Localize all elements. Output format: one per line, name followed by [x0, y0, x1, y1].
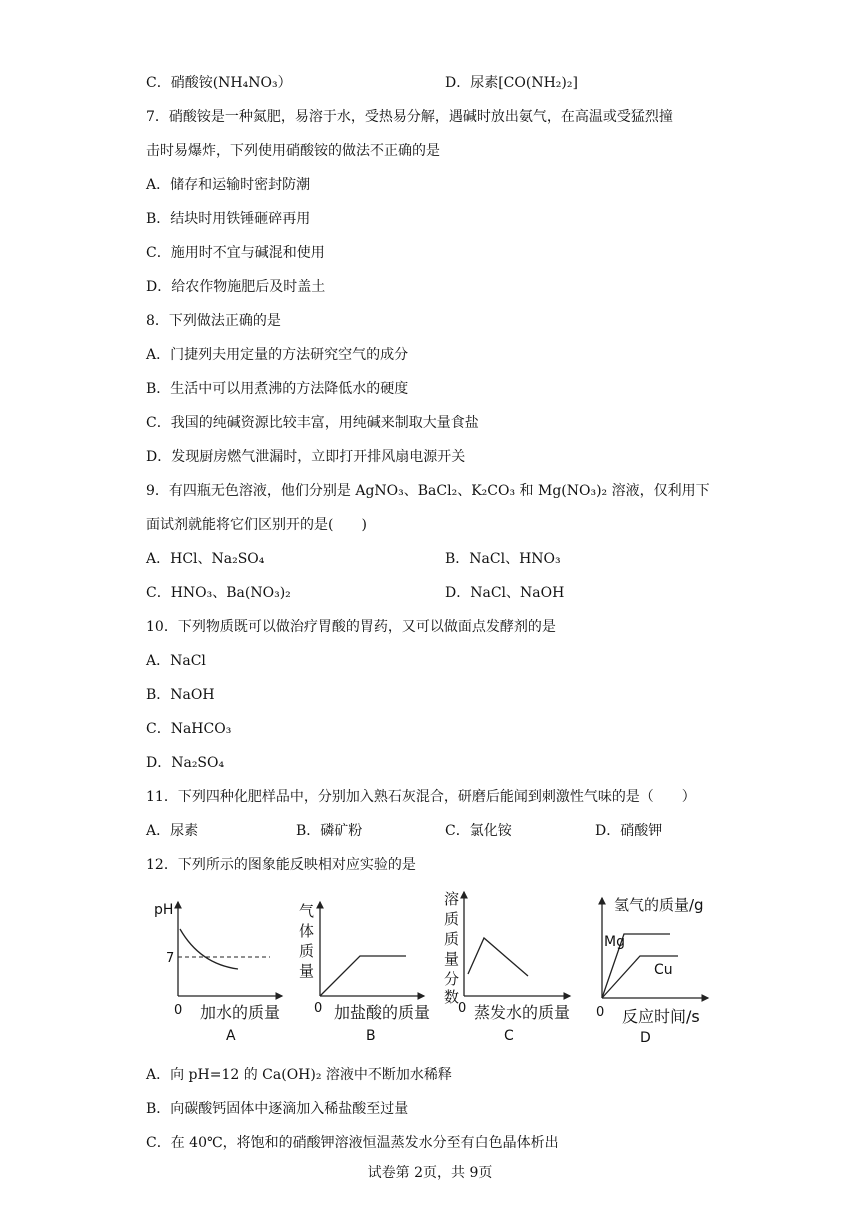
graph-b	[299, 902, 430, 1044]
q10-option-c: C．NaHCO₃	[146, 721, 232, 737]
graph-d-ylabel: 氢气的质量/g	[614, 896, 704, 914]
q8-stem: 8．下列做法正确的是	[146, 313, 281, 329]
graph-d-letter: D	[640, 1030, 651, 1046]
q8-option-c: C．我国的纯碱资源比较丰富，用纯碱来制取大量食盐	[146, 415, 479, 431]
graph-a-xlabel: 加水的质量	[200, 1003, 281, 1022]
q7-option-d: D．给农作物施肥后及时盖土	[146, 279, 326, 295]
graph-c-origin: 0	[458, 1001, 467, 1016]
q8-option-d: D．发现厨房燃气泄漏时，立即打开排风扇电源开关	[146, 449, 466, 465]
q7-option-a: A．储存和运输时密封防潮	[146, 177, 311, 193]
q11-option-a: A．尿素	[146, 823, 199, 839]
q7-option-c: C．施用时不宜与碱混和使用	[146, 245, 325, 261]
graph-a-ylabel: pH	[154, 902, 174, 918]
q12-option-a: A．向 pH=12 的 Ca(OH)₂ 溶液中不断加水稀释	[146, 1067, 452, 1083]
graph-b-letter: B	[366, 1028, 376, 1044]
graph-b-ylabel-1: 气	[299, 902, 315, 920]
q6-option-d: D．尿素[CO(NH₂)₂]	[445, 75, 578, 91]
page-footer: 试卷第 2页，共 9页	[367, 1165, 493, 1181]
q12-stem: 12．下列所示的图象能反映相对应实验的是	[146, 857, 416, 873]
graph-d-xlabel: 反应时间/s	[622, 1007, 700, 1026]
q10-option-a: A．NaCl	[146, 653, 206, 669]
graph-c-ylabel-3: 质	[444, 930, 460, 948]
q8-option-b: B．生活中可以用煮沸的方法降低水的硬度	[146, 381, 409, 397]
q7-option-b: B．结块时用铁锤砸碎再用	[146, 211, 311, 227]
graph-c-ylabel-6: 数	[444, 988, 460, 1006]
graph-b-origin: 0	[314, 1001, 323, 1016]
q9-stem-line1: 9．有四瓶无色溶液，他们分别是 AgNO₃、BaCl₂、K₂CO₃ 和 Mg(NO₃)₂ 溶液，仅利用下	[146, 483, 710, 499]
q9-option-a: A．HCl、Na₂SO₄	[146, 551, 265, 567]
graph-b-ylabel-4: 量	[299, 962, 315, 980]
q8-option-a: A．门捷列夫用定量的方法研究空气的成分	[146, 347, 409, 363]
graph-c-ylabel-1: 溶	[444, 890, 460, 908]
graph-a	[154, 902, 282, 1044]
q10-option-b: B．NaOH	[146, 687, 215, 703]
q11-option-c: C．氯化铵	[445, 823, 512, 839]
q10-stem: 10．下列物质既可以做治疗胃酸的胃药，又可以做面点发酵剂的是	[146, 619, 556, 635]
graph-a-origin: 0	[174, 1003, 183, 1018]
q7-stem-line2: 击时易爆炸，下列使用硝酸铵的做法不正确的是	[146, 143, 440, 159]
q11-option-d: D．硝酸钾	[595, 823, 663, 839]
graph-c	[444, 890, 570, 1044]
graph-c-letter: C	[504, 1028, 514, 1044]
q9-option-c: C．HNO₃、Ba(NO₃)₂	[146, 585, 291, 601]
q12-option-c: C．在 40℃，将饱和的硝酸钾溶液恒温蒸发水分至有白色晶体析出	[146, 1135, 559, 1151]
graph-c-ylabel-4: 量	[444, 950, 460, 968]
q9-option-d: D．NaCl、NaOH	[445, 585, 565, 601]
q11-stem: 11．下列四种化肥样品中，分别加入熟石灰混合，研磨后能闻到刺激性气味的是（ ）	[146, 789, 696, 805]
graph-c-ylabel-2: 质	[444, 910, 460, 928]
q6-option-c: C．硝酸铵(NH₄NO₃）	[146, 75, 292, 91]
graph-a-tick-7: 7	[166, 951, 175, 966]
graph-b-ylabel-3: 质	[299, 942, 315, 960]
graph-a-letter: A	[226, 1028, 236, 1044]
q11-option-b: B．磷矿粉	[296, 823, 363, 839]
graph-c-xlabel: 蒸发水的质量	[474, 1003, 571, 1022]
graph-d-origin: 0	[596, 1005, 605, 1020]
q12-graphs	[0, 884, 860, 1059]
q9-stem-line2: 面试剂就能将它们区别开的是( )	[146, 517, 367, 533]
q9-option-b: B．NaCl、HNO₃	[445, 551, 561, 567]
q12-option-b: B．向碳酸钙固体中逐滴加入稀盐酸至过量	[146, 1101, 409, 1117]
q10-option-d: D．Na₂SO₄	[146, 755, 225, 771]
q7-stem-line1: 7．硝酸铵是一种氮肥，易溶于水，受热易分解，遇碱时放出氨气，在高温或受猛烈撞	[146, 109, 673, 125]
graph-d-series-cu: Cu	[654, 962, 673, 978]
graph-c-ylabel-5: 分	[444, 970, 460, 988]
graph-b-ylabel-2: 体	[299, 922, 315, 940]
graph-b-xlabel: 加盐酸的质量	[334, 1003, 431, 1022]
graph-d-series-mg: Mg	[604, 934, 625, 950]
graph-d	[596, 896, 708, 1046]
